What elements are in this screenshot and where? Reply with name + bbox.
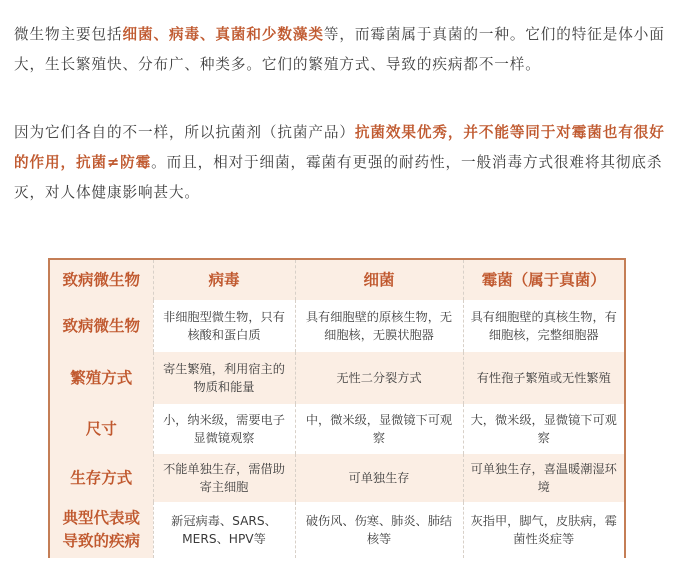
- table-header-row: [50, 260, 624, 300]
- table-row: [50, 502, 624, 558]
- table-cell: 可单独生存: [295, 454, 463, 502]
- highlight-text: 细菌、病毒、真菌和少数藻类: [122, 26, 324, 43]
- header-cell: 细菌: [295, 260, 463, 300]
- paragraph-text: 。而且，相对于细菌，霉菌有更强的耐药性，一般消毒方式很难将其彻底杀灭，对人体健康影响甚大。: [14, 154, 663, 201]
- table-cell: 可单独生存，喜温暖潮湿环境: [463, 454, 624, 502]
- paragraph-text: 因为它们各自的不一样，所以抗菌剂（抗菌产品）: [14, 124, 355, 141]
- table-row: [50, 352, 624, 404]
- row-label: 典型代表或导致的疾病: [50, 502, 153, 558]
- explanation-paragraph: [14, 118, 666, 208]
- table-row: [50, 404, 624, 454]
- table-cell: 无性二分裂方式: [295, 352, 463, 404]
- table-row: [50, 454, 624, 502]
- row-label: 繁殖方式: [50, 352, 153, 404]
- table-cell: 具有细胞壁的原核生物，无细胞核，无膜状胞器: [295, 300, 463, 352]
- row-label: 尺寸: [50, 404, 153, 454]
- comparison-table: [48, 258, 626, 558]
- header-cell: 致病微生物: [50, 260, 153, 300]
- paragraph-text: 等，而霉菌属于真菌的一种。它们的特征是体小面大，生长繁殖快、分布广、种类多。它们的繁殖方式、导致的疾病都不一样。: [14, 26, 665, 73]
- table-cell: 大，微米级，显微镜下可观察: [463, 404, 624, 454]
- highlight-text: 抗菌效果优秀，并不能等同于对霉菌也有很好的作用，抗菌≠防霉: [14, 124, 665, 171]
- table-cell: 具有细胞壁的真核生物，有细胞核，完整细胞器: [463, 300, 624, 352]
- intro-paragraph: [14, 20, 666, 80]
- table-cell: 小，纳米级，需要电子显微镜观察: [153, 404, 295, 454]
- table-cell: 寄生繁殖，利用宿主的物质和能量: [153, 352, 295, 404]
- table-cell: 破伤风、伤寒、肺炎、肺结核等: [295, 502, 463, 558]
- table-cell: 灰指甲，脚气，皮肤病，霉菌性炎症等: [463, 502, 624, 558]
- table-cell: 不能单独生存，需借助寄主细胞: [153, 454, 295, 502]
- paragraph-text: 微生物主要包括: [14, 26, 123, 43]
- table-cell: 非细胞型微生物，只有核酸和蛋白质: [153, 300, 295, 352]
- row-label: 致病微生物: [50, 300, 153, 352]
- header-cell: 霉菌（属于真菌）: [463, 260, 624, 300]
- table-row: [50, 300, 624, 352]
- row-label: 生存方式: [50, 454, 153, 502]
- table-cell: 中，微米级，显微镜下可观察: [295, 404, 463, 454]
- header-cell: 病毒: [153, 260, 295, 300]
- table-cell: 新冠病毒、SARS、MERS、HPV等: [153, 502, 295, 558]
- table-cell: 有性孢子繁殖或无性繁殖: [463, 352, 624, 404]
